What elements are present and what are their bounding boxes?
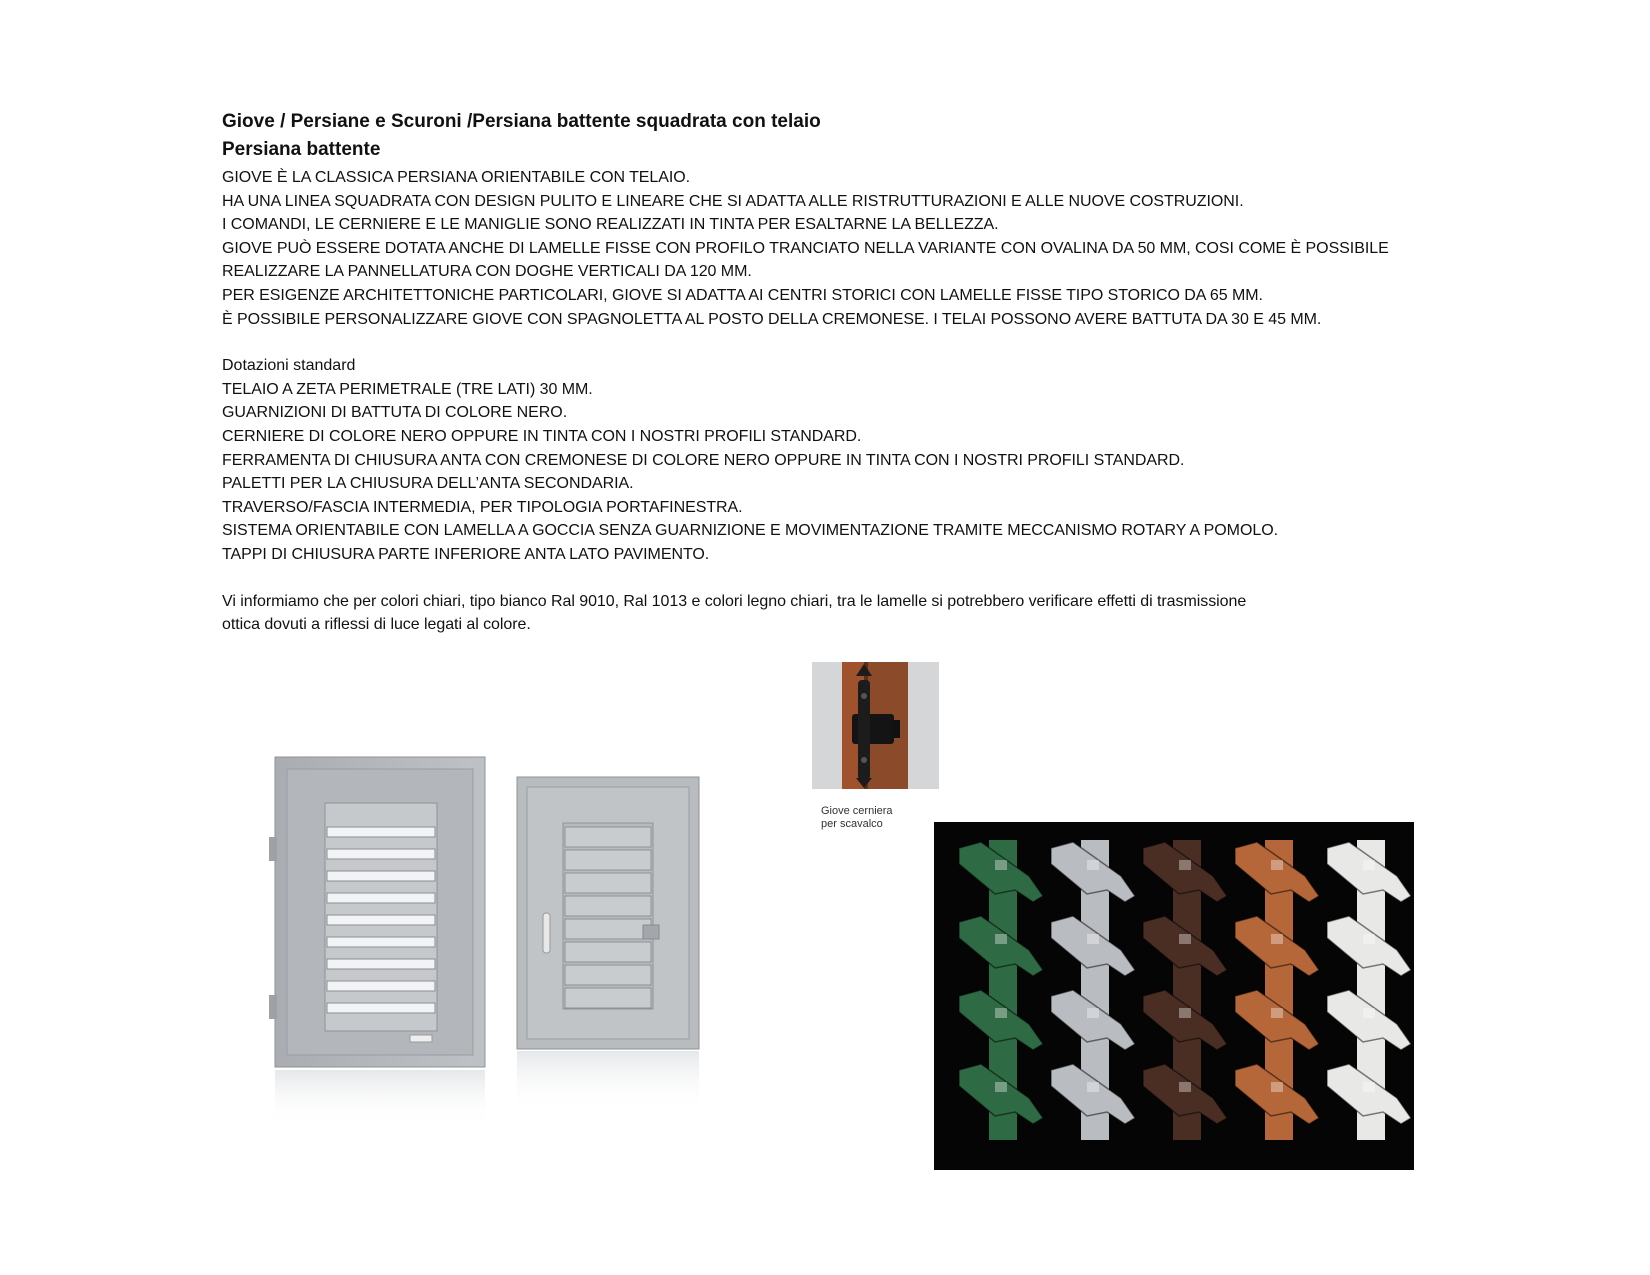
description-line: REALIZZARE LA PANNELLATURA CON DOGHE VERTICALI DA 120 MM. [222,263,752,281]
description-line: È POSSIBILE PERSONALIZZARE GIOVE CON SPAGNOLETTA AL POSTO DELLA CREMONESE. I TELAI POSSONO AVERE BATTUTA DA 30 E 45 MM. [222,310,1322,328]
shutters-product-image [255,745,745,1125]
standard-item: CERNIERE DI COLORE NERO OPPURE IN TINTA CON I NOSTRI PROFILI STANDARD. [222,427,862,445]
standard-item: FERRAMENTA DI CHIUSURA ANTA CON CREMONESE DI COLORE NERO OPPURE IN TINTA CON I NOSTRI PROFILI STANDARD. [222,451,1185,469]
notice-line: Vi informiamo che per colori chiari, tipo bianco Ral 9010, Ral 1013 e colori legno chiari, tra le lamelle si potrebbero verificare effetti di trasmissione [222,592,1247,610]
description-line: GIOVE PUÒ ESSERE DOTATA ANCHE DI LAMELLE FISSE CON PROFILO TRANCIATO NELLA VARIANTE CON OVALINA DA 50 MM, COSI COME È POSSIBILE [222,239,1389,257]
description-line: GIOVE È LA CLASSICA PERSIANA ORIENTABILE CON TELAIO. [222,169,691,186]
description-line: I COMANDI, LE CERNIERE E LE MANIGLIE SONO REALIZZATI IN TINTA PER ESALTARNE LA BELLEZZA. [222,216,999,234]
spacer [222,567,1422,590]
standard-item: SISTEMA ORIENTABILE CON LAMELLA A GOCCIA SENZA GUARNIZIONE E MOVIMENTAZIONE TRAMITE MECCANISMO ROTARY A POMOLO. [222,522,1278,540]
page-title: Persiana battente [222,139,381,160]
spacer [222,331,1422,354]
standard-item: TELAIO A ZETA PERIMETRALE (TRE LATI) 30 MM. [222,380,593,398]
standard-item: PALETTI PER LA CHIUSURA DELL’ANTA SECONDARIA. [222,475,634,493]
hinge-caption-line: per scavalco [821,818,883,830]
hinge-caption-line: Giove cerniera [821,805,893,817]
standard-item: TAPPI DI CHIUSURA PARTE INFERIORE ANTA LATO PAVIMENTO. [222,545,710,563]
description-line: PER ESIGENZE ARCHITETTONICHE PARTICOLARI, GIOVE SI ADATTA AI CENTRI STORICI CON LAMELLE FISSE TIPO STORICO DA 65 MM. [222,286,1263,304]
standard-section-title: Dotazioni standard [222,357,356,375]
description-line: HA UNA LINEA SQUADRATA CON DESIGN PULITO E LINEARE CHE SI ADATTA ALLE RISTRUTTURAZIONI E ALLE NUOVE COSTRUZIONI. [222,192,1244,210]
standard-item: TRAVERSO/FASCIA INTERMEDIA, PER TIPOLOGIA PORTAFINESTRA. [222,498,743,516]
hinge-image [812,662,939,789]
breadcrumb: Giove / Persiane e Scuroni /Persiana battente squadrata con telaio [222,111,821,132]
text-content [222,108,1422,637]
notice-line: ottica dovuti a riflessi di luce legati al colore. [222,616,531,634]
hinge-caption [821,805,941,831]
standard-item: GUARNIZIONI DI BATTUTA DI COLORE NERO. [222,404,568,422]
hinge-colors-image [934,822,1414,1170]
